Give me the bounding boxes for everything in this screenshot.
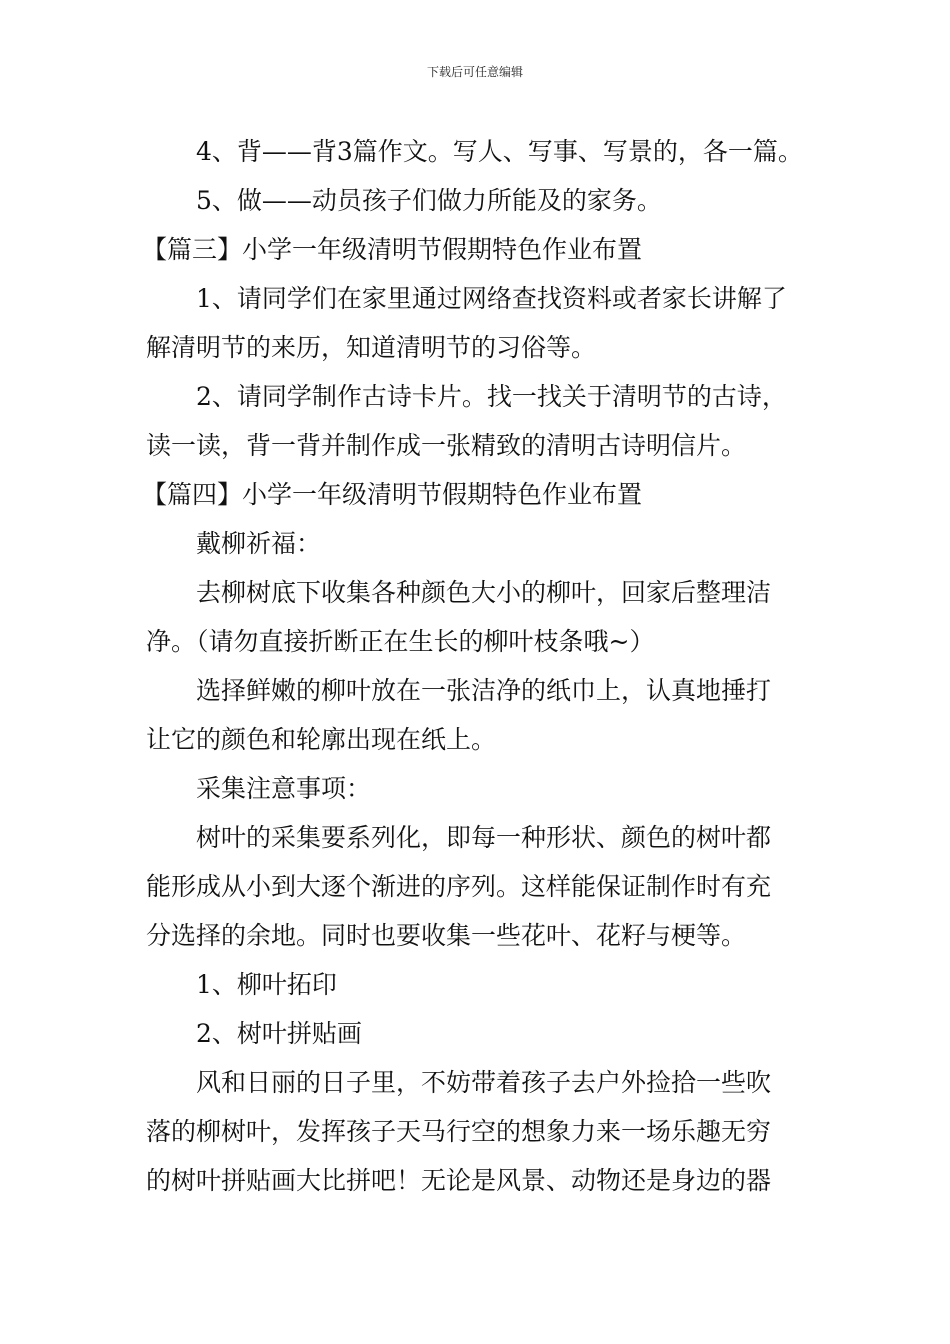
paragraph-line: 解清明节的来历，知道清明节的习俗等。 bbox=[146, 333, 597, 362]
paragraph-line: 2、请同学制作古诗卡片。找一找关于清明节的古诗， bbox=[196, 382, 787, 411]
paragraph-line: 2、树叶拼贴画 bbox=[196, 1019, 362, 1048]
paragraph-line: 能形成从小到大逐个渐进的序列。这样能保证制作时有充 bbox=[146, 872, 772, 901]
section-heading: 【篇三】小学一年级清明节假期特色作业布置 bbox=[142, 235, 643, 264]
paragraph-line: 风和日丽的日子里，不妨带着孩子去户外捡拾一些吹 bbox=[196, 1068, 772, 1097]
paragraph-line: 读一读，背一背并制作成一张精致的清明古诗明信片。 bbox=[146, 431, 747, 460]
document-body bbox=[142, 127, 810, 1205]
paragraph-line: 1、柳叶拓印 bbox=[196, 970, 337, 999]
paragraph-line: 1、请同学们在家里通过网络查找资料或者家长讲解了 bbox=[196, 284, 787, 313]
paragraph-line: 的树叶拼贴画大比拼吧！无论是风景、动物还是身边的器 bbox=[146, 1166, 772, 1195]
paragraph-line: 分选择的余地。同时也要收集一些花叶、花籽与梗等。 bbox=[146, 921, 747, 950]
page-header: 下载后可任意编辑 bbox=[426, 65, 523, 79]
section-heading: 【篇四】小学一年级清明节假期特色作业布置 bbox=[142, 480, 643, 509]
paragraph-line: 采集注意事项： bbox=[196, 774, 372, 803]
paragraph-line: 落的柳树叶，发挥孩子天马行空的想象力来一场乐趣无穷 bbox=[146, 1117, 772, 1146]
paragraph-line: 净。（请勿直接折断正在生长的柳叶枝条哦~） bbox=[146, 627, 655, 656]
paragraph-line: 选择鲜嫩的柳叶放在一张洁净的纸巾上，认真地捶打 bbox=[196, 676, 772, 705]
paragraph-line: 让它的颜色和轮廓出现在纸上。 bbox=[146, 725, 497, 754]
paragraph-line: 4、背——背3篇作文。写人、写事、写景的，各一篇。 bbox=[196, 137, 803, 166]
paragraph-line: 戴柳祈福： bbox=[196, 529, 322, 558]
paragraph-line: 去柳树底下收集各种颜色大小的柳叶，回家后整理洁 bbox=[196, 578, 772, 607]
paragraph-line: 树叶的采集要系列化，即每一种形状、颜色的树叶都 bbox=[196, 823, 772, 852]
paragraph-line: 5、做——动员孩子们做力所能及的家务。 bbox=[196, 186, 662, 215]
